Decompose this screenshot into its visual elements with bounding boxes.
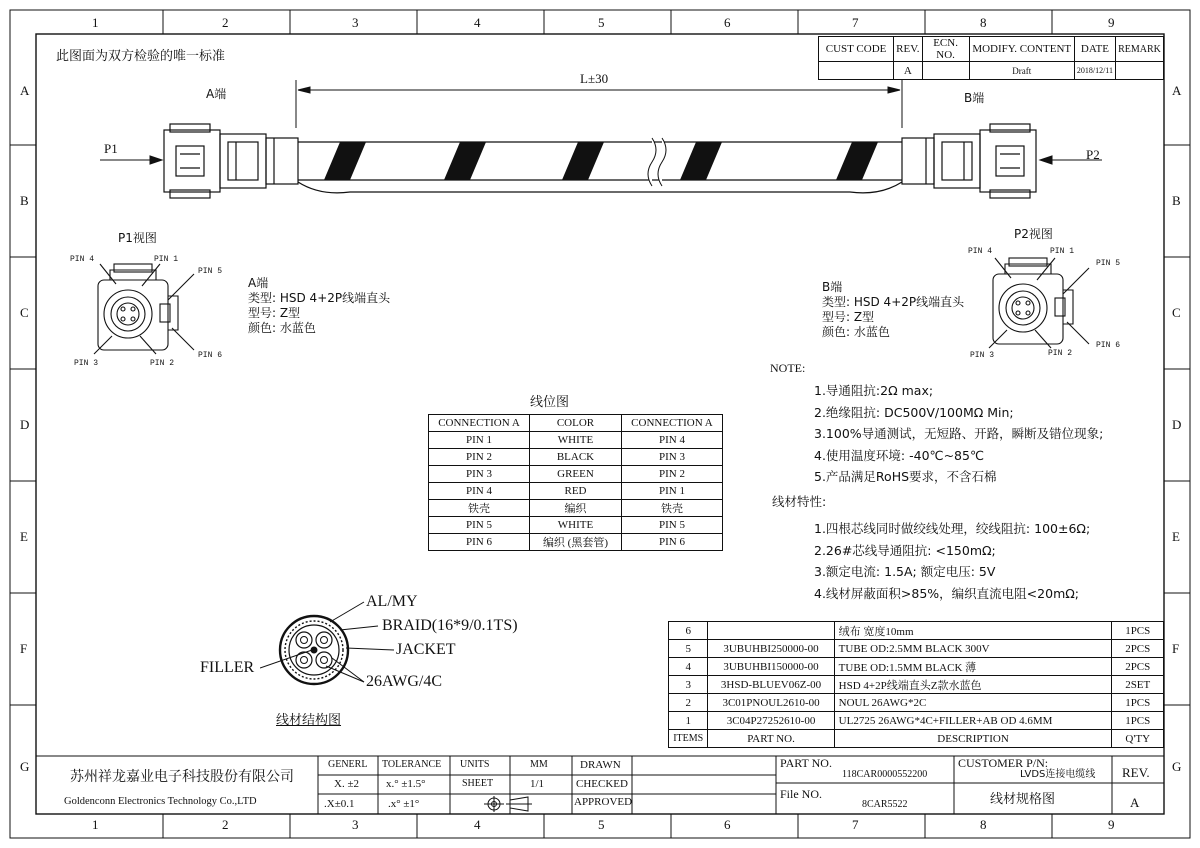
file-no-value: 8CAR5522 xyxy=(862,799,908,810)
part-no-label: PART NO. xyxy=(780,756,832,770)
table-cell: 3C01PNOUL2610-00 xyxy=(708,694,834,712)
table-cell: PIN 5 xyxy=(621,517,722,534)
wiring-header: CONNECTION A xyxy=(429,415,530,432)
col-number: 8 xyxy=(980,817,987,832)
col-number: 1 xyxy=(92,817,99,832)
wire-prop-item: 4.线材屏蔽面积>85%，编织直流电阻<20mΩ; xyxy=(814,585,1080,601)
col-number: 6 xyxy=(724,817,731,832)
table-cell: 2PCS xyxy=(1112,658,1164,676)
p2-pin-label: PIN 5 xyxy=(1096,259,1121,268)
cross-section-label: JACKET xyxy=(396,641,456,658)
cross-section-title: 线材结构图 xyxy=(276,713,342,728)
notes-title: NOTE: xyxy=(770,361,806,375)
table-cell: 4 xyxy=(669,658,708,676)
table-cell: PIN 1 xyxy=(621,483,722,500)
table-cell: WHITE xyxy=(530,517,622,534)
end-b-spec-line: B端 xyxy=(822,280,843,294)
table-cell: PIN 5 xyxy=(429,517,530,534)
cross-section-label: FILLER xyxy=(200,659,255,676)
table-header: Q'TY xyxy=(1112,730,1164,748)
table-cell: UL2725 26AWG*4C+FILLER+AB OD 4.6MM xyxy=(834,712,1112,730)
table-cell: 3UBUHBI250000-00 xyxy=(708,640,834,658)
p1-pin-label: PIN 5 xyxy=(198,267,223,276)
table-header: DESCRIPTION xyxy=(834,730,1112,748)
cross-section-label: BRAID(16*9/0.1TS) xyxy=(382,617,518,634)
rev-header: CUST CODE xyxy=(819,37,894,62)
checked-label: CHECKED xyxy=(576,778,628,790)
wiring-header: COLOR xyxy=(530,415,622,432)
table-header: PART NO. xyxy=(708,730,834,748)
rev-header: MODIFY. CONTENT xyxy=(969,37,1074,62)
customer-pn-label: CUSTOMER P/N: xyxy=(958,756,1049,770)
p2-view-title: P2视图 xyxy=(1014,227,1053,241)
table-cell: 铁壳 xyxy=(621,500,722,517)
cross-section-label: 26AWG/4C xyxy=(366,673,443,690)
end-b-label: B端 xyxy=(964,91,985,105)
approved-label: APPROVED xyxy=(574,796,633,808)
generl-label: GENERL xyxy=(328,759,368,770)
rev-header: ECN. NO. xyxy=(922,37,969,62)
col-number: 3 xyxy=(352,15,359,30)
table-cell: 3HSD-BLUEV06Z-00 xyxy=(708,676,834,694)
row-letter: E xyxy=(20,529,28,544)
note-item: 3.100%导通测试，无短路、开路，瞬断及错位现象; xyxy=(814,426,1104,441)
table-cell: PIN 6 xyxy=(429,534,530,551)
row-letter: D xyxy=(20,417,30,432)
tol-x01-linear: .X±0.1 xyxy=(324,798,355,810)
col-number: 2 xyxy=(222,15,229,30)
table-cell: PIN 4 xyxy=(621,432,722,449)
table-cell: WHITE xyxy=(530,432,622,449)
end-a-spec-line: 型号: Z型 xyxy=(248,306,301,320)
sheet-label: SHEET xyxy=(462,778,494,789)
rev-header: REV. xyxy=(894,37,922,62)
row-letter: B xyxy=(20,193,29,208)
table-cell: 编织 xyxy=(530,500,622,517)
tol-x01-angle: .x° ±1° xyxy=(388,798,420,810)
row-letter: G xyxy=(20,759,30,774)
company-name-cn: 苏州祥龙嘉业电子科技股份有限公司 xyxy=(70,769,294,785)
p1-pin-label: PIN 4 xyxy=(70,255,95,264)
table-cell: 2 xyxy=(669,694,708,712)
units-value: MM xyxy=(530,759,548,770)
customer-pn-value: LVDS连接电缆线 xyxy=(1020,769,1096,780)
table-cell: PIN 3 xyxy=(621,449,722,466)
table-cell: 2SET xyxy=(1112,676,1164,694)
row-letter: E xyxy=(1172,529,1180,544)
row-letter: B xyxy=(1172,193,1181,208)
end-a-label: A端 xyxy=(206,87,227,101)
table-cell: PIN 2 xyxy=(621,466,722,483)
p1-pin-label: PIN 2 xyxy=(150,359,175,368)
note-item: 4.使用温度环境: -40℃~85℃ xyxy=(814,447,984,463)
rev-label: REV. xyxy=(1122,765,1150,780)
table-cell: TUBE OD:1.5MM BLACK 薄 xyxy=(834,658,1112,676)
note-item: 5.产品满足RoHS要求，不含石棉 xyxy=(814,469,997,484)
length-dimension: L±30 xyxy=(580,71,609,86)
row-letter: C xyxy=(1172,305,1181,320)
table-cell: PIN 2 xyxy=(429,449,530,466)
end-a-spec-line: 颜色: 水蓝色 xyxy=(248,321,316,335)
table-cell: PIN 6 xyxy=(621,534,722,551)
p2-pin-label: PIN 4 xyxy=(968,247,993,256)
col-number: 2 xyxy=(222,817,229,832)
end-b-spec-line: 类型: HSD 4+2P线端直头 xyxy=(822,295,965,309)
table-cell: 铁壳 xyxy=(429,500,530,517)
wire-prop-item: 2.26#芯线导通阻抗: <150mΩ; xyxy=(814,542,996,558)
table-cell: TUBE OD:2.5MM BLACK 300V xyxy=(834,640,1112,658)
col-number: 5 xyxy=(598,15,605,30)
table-cell: 6 xyxy=(669,622,708,640)
units-label: UNITS xyxy=(460,759,490,770)
row-letter: G xyxy=(1172,759,1182,774)
p2-pin-label: PIN 2 xyxy=(1048,349,1073,358)
sheet-value: 1/1 xyxy=(530,778,545,790)
header-note: 此图面为双方检验的唯一标准 xyxy=(56,49,226,64)
table-cell: 3UBUHBI150000-00 xyxy=(708,658,834,676)
end-b-spec-line: 颜色: 水蓝色 xyxy=(822,325,890,339)
note-item: 1.导通阻抗:2Ω max; xyxy=(814,383,934,398)
p1-label: P1 xyxy=(104,141,118,156)
wiring-title: 线位图 xyxy=(530,395,570,410)
rev-cell: A xyxy=(894,62,922,80)
wire-prop-item: 3.额定电流: 1.5A; 额定电压: 5V xyxy=(814,564,996,579)
note-item: 2.绝缘阻抗: DC500V/100MΩ Min; xyxy=(814,404,1014,420)
col-number: 4 xyxy=(474,15,481,30)
drawn-label: DRAWN xyxy=(580,759,621,771)
wire-prop-item: 1.四根芯线同时做绞线处理，绞线阻抗: 100±6Ω; xyxy=(814,521,1091,536)
p1-pin-label: PIN 1 xyxy=(154,255,179,264)
col-number: 9 xyxy=(1108,817,1115,832)
rev-value: A xyxy=(1130,795,1140,810)
col-number: 3 xyxy=(352,817,359,832)
table-cell: PIN 4 xyxy=(429,483,530,500)
table-cell: 2PCS xyxy=(1112,640,1164,658)
col-number: 8 xyxy=(980,15,987,30)
rev-cell: Draft xyxy=(969,62,1074,80)
row-letter: A xyxy=(20,83,30,98)
wire-props-title: 线材特性: xyxy=(772,494,827,509)
table-cell: BLACK xyxy=(530,449,622,466)
col-number: 7 xyxy=(852,15,859,30)
rev-header: REMARK xyxy=(1116,37,1164,62)
table-cell: 3 xyxy=(669,676,708,694)
row-letter: C xyxy=(20,305,29,320)
table-cell: PIN 3 xyxy=(429,466,530,483)
tol-x-angle: x.° ±1.5° xyxy=(386,778,426,790)
cross-section-label: AL/MY xyxy=(366,593,418,610)
wiring-header: CONNECTION A xyxy=(621,415,722,432)
p2-pin-label: PIN 6 xyxy=(1096,341,1121,350)
table-cell: NOUL 26AWG*2C xyxy=(834,694,1112,712)
table-header: ITEMS xyxy=(669,730,708,748)
table-cell: RED xyxy=(530,483,622,500)
drawing-title: 线材规格图 xyxy=(990,792,1056,807)
tol-x-linear: X. ±2 xyxy=(334,778,359,790)
table-cell: PIN 1 xyxy=(429,432,530,449)
table-cell: 1PCS xyxy=(1112,622,1164,640)
end-a-spec-line: 类型: HSD 4+2P线端直头 xyxy=(248,291,391,305)
p2-pin-label: PIN 3 xyxy=(970,351,995,360)
col-number: 6 xyxy=(724,15,731,30)
row-letter: F xyxy=(1172,641,1180,656)
col-number: 4 xyxy=(474,817,481,832)
company-name-en: Goldenconn Electronics Technology Co.,LTD xyxy=(64,796,257,807)
table-cell: 3C04P27252610-00 xyxy=(708,712,834,730)
table-cell: GREEN xyxy=(530,466,622,483)
p2-label: P2 xyxy=(1086,147,1100,162)
p1-pin-label: PIN 3 xyxy=(74,359,99,368)
file-no-label: File NO. xyxy=(780,787,822,801)
end-b-spec-line: 型号: Z型 xyxy=(822,310,875,324)
row-letter: F xyxy=(20,641,28,656)
table-cell: HSD 4+2P线端直头Z款水蓝色 xyxy=(834,676,1112,694)
p2-pin-label: PIN 1 xyxy=(1050,247,1075,256)
p1-view-title: P1视图 xyxy=(118,231,157,245)
rev-header: DATE xyxy=(1074,37,1115,62)
end-a-spec-line: A端 xyxy=(248,276,269,290)
col-number: 7 xyxy=(852,817,859,832)
table-cell: 绒布 宽度10mm xyxy=(834,622,1112,640)
table-cell: 1PCS xyxy=(1112,712,1164,730)
p1-pin-label: PIN 6 xyxy=(198,351,223,360)
table-cell: 5 xyxy=(669,640,708,658)
table-cell: 编织 (黑套管) xyxy=(530,534,622,551)
rev-cell: 2018/12/11 xyxy=(1074,62,1115,80)
tolerance-label: TOLERANCE xyxy=(382,759,442,770)
table-cell: 1PCS xyxy=(1112,694,1164,712)
table-cell: 1 xyxy=(669,712,708,730)
col-number: 1 xyxy=(92,15,99,30)
row-letter: A xyxy=(1172,83,1182,98)
col-number: 9 xyxy=(1108,15,1115,30)
part-no-value: 118CAR0000552200 xyxy=(842,769,928,780)
row-letter: D xyxy=(1172,417,1182,432)
col-number: 5 xyxy=(598,817,605,832)
